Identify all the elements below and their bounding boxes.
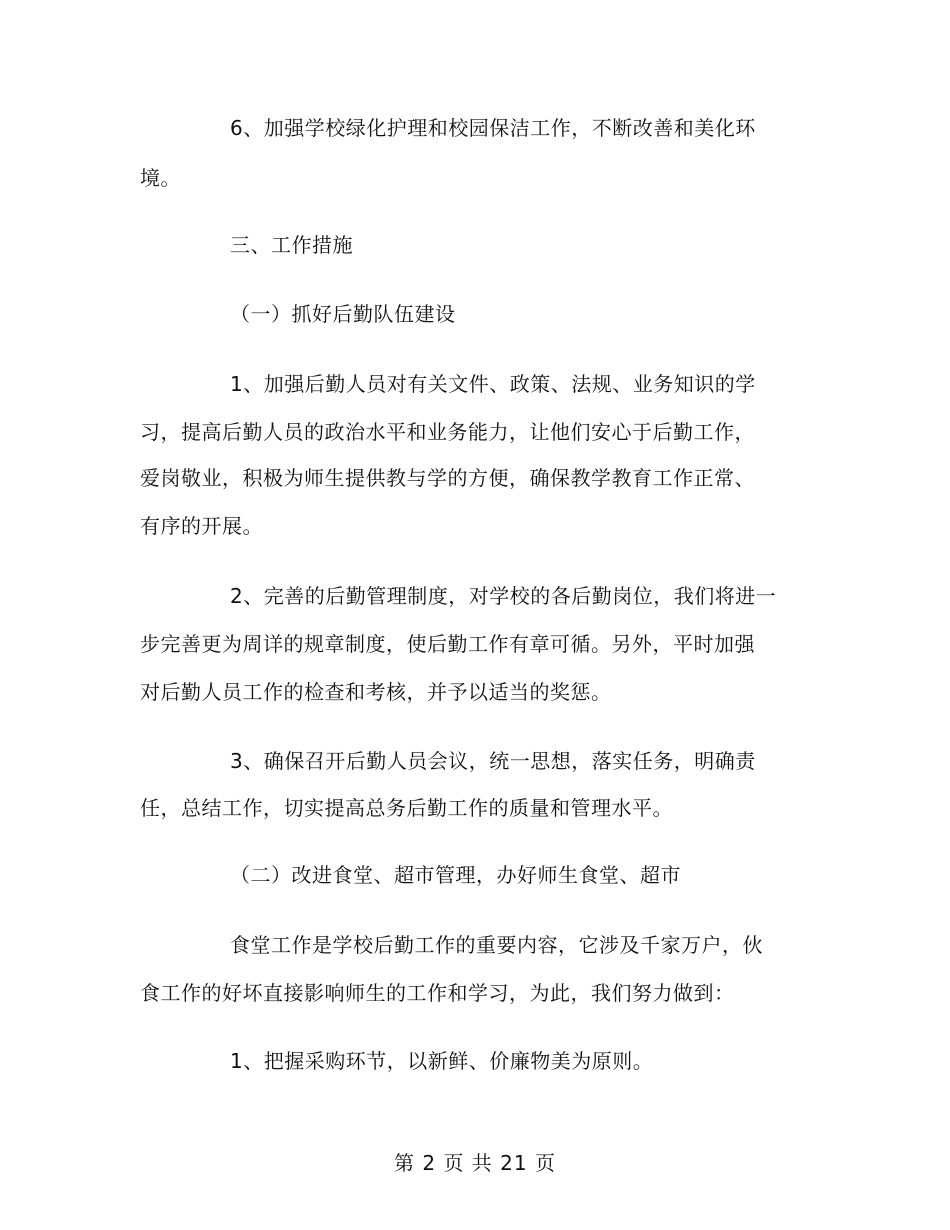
item-2-line-1: 2、完善的后勤管理制度，对学校的各后勤岗位，我们将进一 <box>230 584 777 608</box>
section-heading-3: 三、工作措施 <box>230 233 353 257</box>
subsection-heading-2: （二）改进食堂、超市管理，办好师生食堂、超市 <box>230 863 681 887</box>
item-3-line-2: 任，总结工作，切实提高总务后勤工作的质量和管理水平。 <box>140 796 673 820</box>
subsection-heading-1: （一）抓好后勤队伍建设 <box>230 302 456 326</box>
item-2-line-2: 步完善更为周详的规章制度，使后勤工作有章可循。另外，平时加强 <box>140 632 755 656</box>
item-1-line-2: 习，提高后勤人员的政治水平和业务能力，让他们安心于后勤工作， <box>140 420 755 444</box>
item-2-line-3: 对后勤人员工作的检查和考核，并予以适当的奖惩。 <box>140 680 612 704</box>
canteen-paragraph-line-2: 食工作的好坏直接影响师生的工作和学习，为此，我们努力做到： <box>140 981 735 1005</box>
item-1-line-3: 爱岗敬业，积极为师生提供教与学的方便，确保教学教育工作正常、 <box>140 466 755 490</box>
page-number-footer: 第 2 页 共 21 页 <box>394 1151 556 1175</box>
paragraph-6-line-2: 境。 <box>140 166 181 190</box>
item-3-line-1: 3、确保召开后勤人员会议，统一思想，落实任务，明确责 <box>230 749 756 773</box>
item-1-line-1: 1、加强后勤人员对有关文件、政策、法规、业务知识的学 <box>230 372 756 396</box>
canteen-paragraph-line-1: 食堂工作是学校后勤工作的重要内容，它涉及千家万户，伙 <box>230 933 763 957</box>
paragraph-6-line-1: 6、加强学校绿化护理和校园保洁工作，不断改善和美化环 <box>230 116 756 140</box>
item-1-line-4: 有序的开展。 <box>140 514 263 538</box>
canteen-item-1: 1、把握采购环节，以新鲜、价廉物美为原则。 <box>230 1049 654 1073</box>
